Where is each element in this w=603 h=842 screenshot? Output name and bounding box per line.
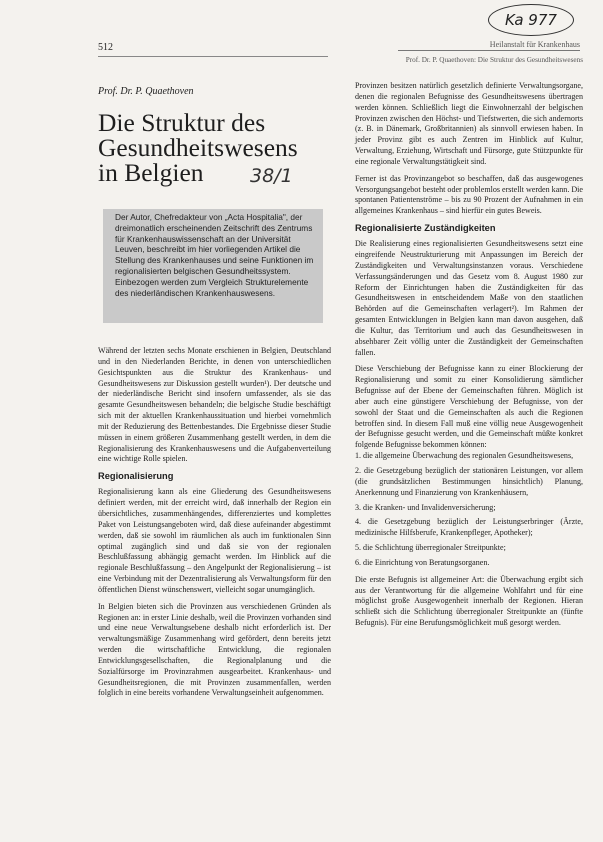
title-line-1: Die Struktur des [98,108,266,137]
abstract-box: Der Autor, Chefredakteur von „Acta Hospitalia", der dreimonatlich erscheinenden Zeitschrift des Zentrums für Krankenhauswissenschaft an der Universität Leuven, beschreibt im hier vorliegenden Artikel die Stellung des Krankenhauses und seine Funktionen im regionalisierten belgischen Gesundheitssystem. Einbezogen werden zum Vergleich Strukturelemente des niederländischen Krankenhauswesens. [103,209,323,323]
list-item: 2. die Gesetzgebung bezüglich der stationären Leistungen, vor allem (die grundsätzlichen Bestimmungen hinsichtlich) Planung, Anerkennung und Finanzierung von Krankenhäusern, [355,466,583,497]
article-title [98,110,338,185]
handwritten-note: 38/1 [250,165,293,187]
paragraph: Diese Verschiebung der Befugnisse kann zu einer Blockierung der Regionalisierung und somit zu einer Konsolidierung sämtlicher Befugnisse auf der Ebene der Gemeinschaften führen. Möglich ist aber auch eine günstigere Verschiebung der Befugnisse, von der sowohl der Staat und die Gemeinschaften als auch die Regionen betroffen sind. In diesem Fall muß eine völlig neue Ausgewogenheit der Befugnisse gesucht werden, und die Gemeinschaft müßte konkret folgende Befugnisse bekommen können: [355,364,583,450]
stamp-text: Ka 977 [505,11,557,29]
running-title: Heilanstalt für Krankenhaus [398,40,580,51]
title-line-2: Gesundheitswesens [98,133,298,162]
list-item: 3. die Kranken- und Invalidenversicherung; [355,502,496,512]
left-column [98,346,331,699]
right-column [355,81,583,629]
competence-list [355,451,583,569]
paragraph: In Belgien bieten sich die Provinzen aus verschiedenen Gründen als Regionen an: in erster Linie deshalb, weil die Provinzen vorhanden sind und eine neue Verwaltungsebene deshalb nicht erforderlich ist. Der verwaltungsmäßige Zusammenhang wird gefördert, denn bereits jetzt werden die wirtschaftliche Entwicklung, die regionalen Entwicklungsgesellschaften, die Regionalplanung und die Sozialfürsorge im Provinzrahmen ausgearbeitet. Krankenhaus- und Gesundheitsregionen, die mit Provinzen zusammenfallen, werden folglich in eine bereits vorhandene Verwaltungseinheit aufgenommen. [98,601,331,698]
section-heading-regionalisierung: Regionalisierung [98,471,174,482]
paragraph: Provinzen besitzen natürlich gesetzlich definierte Verwaltungsorgane, denen die regionalen Befugnisse des Gesundheitswesens übertragen werden können. Schließlich liegt die Einwohnerzahl der belgischen Provinzen zwischen den Höchst- und Tiefstwerten, die sich andernorts (z. B. in Dänemark, Großbritannien) als sinnvoll erwiesen haben. In jeder Provinz gibt es auch Zentren im Hinblick auf Kultur, Verwaltung, Erziehung, Wirtschaft und Fürsorge, gute Stützpunkte für eine regionale Verwaltungstätigkeit sind. [355,81,583,166]
paragraph: Die erste Befugnis ist allgemeiner Art: die Überwachung ergibt sich aus der Verantwortung für die allgemeine Wohlfahrt und für eine möglichst große Ausgewogenheit innerhalb der Regionen. Hieran schließt sich die Schlichtung überregionaler Streitpunkte an (fünfte Befugnis). Für eine Berufungsmöglichkeit muß gesorgt werden. [355,574,583,628]
paragraph: Regionalisierung kann als eine Gliederung des Gesundheitswesens definiert werden, mit der erreicht wird, daß innerhalb der Region ein übersichtliches, zusammenhängendes, differenziertes und komplettes Paket von Leistungsangeboten wird, daß diese aufeinander abgestimmt werden, daß sie sowohl im räumlichen als auch im funktionalen Sinn optimal zugänglich sind und daß sie von der regionalen Beschlußfassung abhängig gemacht werden. Im Hinblick auf die regionale Beschlußfassung – den Angelpunkt der Regionalisierung – ist eine Verbindung mit der Dezentralisierung als Verwaltungsform für den öffentlichen Dienst wünschenswert, vielleicht sogar unumgänglich. [98,487,331,594]
section-heading-zustaendigkeiten: Regionalisierte Zuständigkeiten [355,223,496,234]
title-line-3: in Belgien [98,158,204,187]
paragraph: Ferner ist das Provinzangebot so beschaffen, daß das ausgewogenes Versorgungsangebot besteht oder problemlos erstellt werden kann. Die spontanen Patientenströme – bis zu 90 Prozent der Aufnahmen in ein allgemeines Krankenhaus – sind hierfür ein gutes Beweis. [355,173,583,216]
list-item: 6. die Einrichtung von Beratungsorganen. [355,557,490,567]
header-rule [98,56,328,57]
page-number: 512 [98,42,113,53]
running-subtitle: Prof. Dr. P. Quaethoven: Die Struktur des Gesundheitswesens [405,56,583,64]
list-item: 5. die Schlichtung überregionaler Streitpunkte; [355,543,506,553]
list-item: 1. die allgemeine Überwachung des regionalen Gesundheitswesens, [355,451,574,461]
archive-stamp [488,4,574,36]
author-line: Prof. Dr. P. Quaethoven [98,86,194,97]
list-item: 4. die Gesetzgebung bezüglich der Leistungserbringer (Ärzte, medizinische Hilfsberufe, Krankenpfleger, Apotheker); [355,517,583,538]
paragraph: Die Realisierung eines regionalisierten Gesundheitswesens setzt eine eingreifende Neustrukturierung mit Anpassungen im Bereich der Zuständigkeiten und Verwaltungsinstanzen voraus. Verschiedene Verfassungsänderungen und das Gesetz vom 8. August 1980 zur Reform der Einrichtungen haben die Zuständigkeiten für das Gesundheitswesen in entscheidendem Maße von den staatlichen Behörden auf die Gemeinschaften verlagert²). Im Rahmen der gesamten Entwicklungen in Belgien kann man davon ausgehen, daß die Kultur, das Territorium und auch das Gesundheitswesen in absehbarer Zeit völlig unter die Zuständigkeit der Gemeinschaften fallen. [355,239,583,357]
intro-paragraph: Während der letzten sechs Monate erschienen in Belgien, Deutschland und in den Niederlanden Berichte, in denen von unterschiedlichen Gesichtspunkten aus die Struktur des Krankenhaus- und Gesundheitswesens zur Diskussion gestellt wurden¹). Der deutsche und der niederländische Bericht sind insofern umfassender, als sie das gesamte Gesundheitswesen behandeln; die belgische Studie beschäftigt sich mit der aktuellen Krankenhaussituation und hierbei vornehmlich mit der Reduzierung des Bettenbestandes. Die Ergebnisse dieser Studie müssen in einem größeren Zusammenhang gestellt werden, in dem die Regionalisierung des Krankenhauswesens und die Aufgabenverteilung eine wichtige Rolle spielen. [98,346,331,464]
